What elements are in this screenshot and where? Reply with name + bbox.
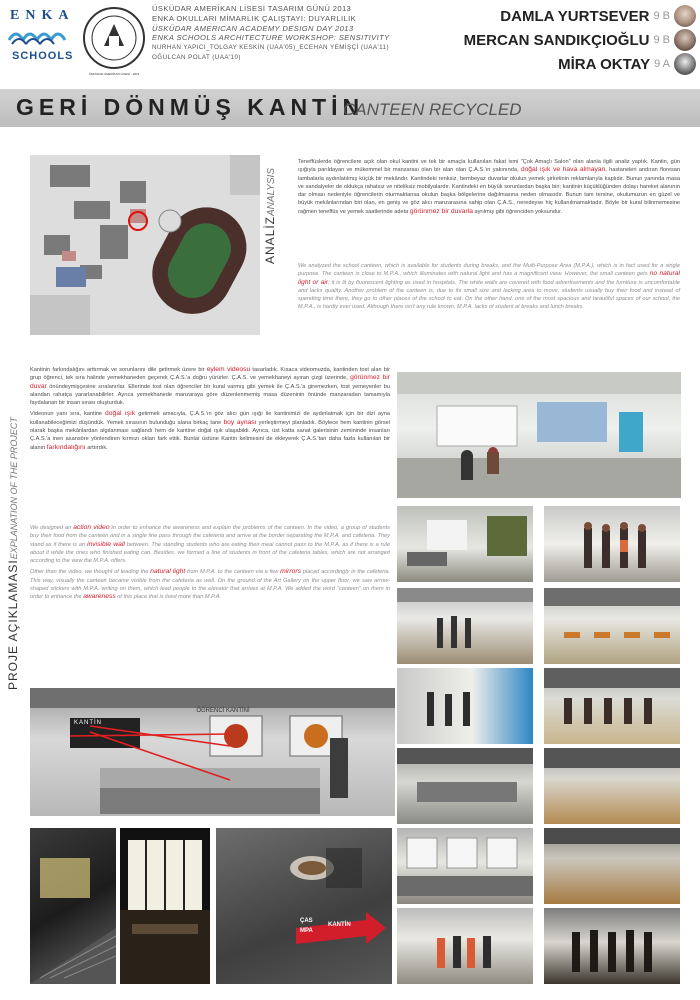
student-avatar: [674, 29, 696, 51]
hall-photo: [120, 828, 210, 984]
highlight: farkındalığını: [46, 443, 86, 451]
serving-line-photo: [397, 828, 533, 904]
dining-area-photo: [544, 588, 680, 664]
header-line-1: ÜSKÜDAR AMERİKAN LİSESİ TASARIM GÜNÜ 2013: [152, 4, 352, 13]
header-line-4: ENKA SCHOOLS ARCHITECTURE WORKSHOP: SENSITIVITY: [152, 33, 390, 43]
header-line-5: NURHAN YAPICI_TOLGAY KESKİN (UAA'05)_ECEHAN YEMİŞÇİ (UAA'11): [152, 44, 389, 52]
canteen-interior-photo: [397, 372, 681, 498]
counter-graphic: [397, 748, 533, 824]
canteen-sign: KANTİN: [74, 720, 103, 726]
empty-mpa-graphic: [544, 748, 680, 824]
enka-brand: ENKA: [10, 8, 75, 23]
header-info: [152, 4, 452, 63]
highlight: görünmez bir duvarla: [409, 207, 473, 215]
wood-floor-graphic: [544, 828, 680, 904]
site-map: [30, 155, 260, 335]
header: [0, 0, 700, 80]
site-plan-graphic: [30, 155, 260, 335]
dining-graphic: [544, 588, 680, 664]
wave-icon: [6, 26, 72, 46]
student-name: MERCAN SANDIKÇIOĞLU: [463, 31, 650, 49]
highlight: natural light: [150, 568, 186, 576]
highlight: awareness: [83, 593, 116, 601]
mpa-line-graphic: [397, 588, 533, 664]
student-grade: 9 B: [653, 34, 670, 46]
floor-sticker-photo: [216, 828, 392, 984]
project-paragraph: We designed an action video in order to enhance the awareness and explain the problems of the canteen. In the video, a group of students buy their food from the canteen and in a single line pass through the cafeteria and arrive at the border separating the M.P.A. and cafeteria. They stand as if there is an invisible wall between. The standing students who are eating their meal cannot pass to the M.P.A. as if there is a rule about it while the ones who finished eating can. Besides, we formed a line of students in front of the cafeteria tables, which are not arranged according to the view the M.P.A. offers.: [30, 524, 390, 565]
menu-board: ÖĞRENCİ KANTİNİ: [196, 708, 250, 714]
walking-graphic: [397, 668, 533, 744]
sticker-canteen: KANTİN: [328, 922, 351, 928]
students-line-photo: [544, 506, 680, 582]
project-label-tr: PROJE AÇIKLAMASI: [6, 559, 20, 690]
page-title: GERİ DÖNMÜŞ KANTİN: [16, 94, 365, 120]
highlight: mirrors: [280, 568, 301, 576]
title-bar: [0, 89, 700, 127]
project-paragraph: Other than the video, we thought of leading the natural light from M.P.A. to the canteen via a few mirrors placed accordingly in the cafeteria. This way, visually the canteen became visible from the cafeteria as well. On the ground of the Art Gallery on the upper floor, we saw arrow-shaped stickers with M.P.A. writing on them, which lead people to the elevator that arrives at M.P.A. We added the word "canteen" on them in order to enhance the awareness of this place that is lived more than M.P.A.: [30, 568, 390, 601]
mpa-line-photo: [397, 588, 533, 664]
cafeteria-graphic: [397, 506, 533, 582]
project-paragraph: Kantinin farkındalığını arttırmak ve sorunlarını dile getirmek üzere bir eylem videosu tasarladık. Kısaca videomuzda, kantinden tost alan bir grup öğrenci, tek sıra halinde yemekhaneden geçerek Ç.A.S.'a doğru yürürler. Ç.A.S. ve yemekhaneyi ayıran çizgi üzerinde, görünmez bir duvar önündeymişçesine sıralanırlar. Ellerinde tost olan öğrenciler bir kural varmış gibi yemek ile Ç.A.S.'a giremezken, tost yemeyenler bu alandan rahatça yararlanabilirler. Ayrıca yemekhanede manzaraya göre düzenlenmemiş masa düzeninin önünde manzaradan tamamıyla faydalanan bir insan sırası oluşturduk.: [30, 366, 390, 407]
analysis-label-en: ANALYSIS: [266, 167, 277, 216]
seal-emblem-icon: [82, 6, 146, 70]
food-line-photo: [397, 908, 533, 984]
seal-text: ÜSKÜDAR AMERİKAN LİSESİ · 1876: [88, 72, 140, 76]
highlight: eylem videosu: [206, 366, 251, 373]
highlight: doğal ışık: [105, 410, 136, 418]
wood-floor-photo: [544, 828, 680, 904]
serving-graphic: [397, 828, 533, 904]
empty-mpa-photo: [544, 748, 680, 824]
interior-graphic: [397, 372, 681, 498]
food-line-graphic: [397, 908, 533, 984]
student-grade: 9 B: [653, 10, 670, 22]
uaa-seal: [82, 6, 146, 76]
analysis-text-tr: Teneffüslerde öğrencilere açık olan okul kantini ve tek bir amaçla kullanılan fakat ismi "Çok Amaçlı Salon" olan alanla ilgili analiz yaptık. Kantin, gün ışığıyla parıldayan ve mükemmel bir manzarası olan bir alan olan Ç.A.S.'ın yakınında, doğal ışık ve hava almayan, hastaneleri andıran floresan lambalarla aydınlatılmış küçük bir mekândır. Kantindeki renksiz, bembeyaz duvarlar okulun yemek şirketinin reklamlarıyla kaplıdır. Bunun yanında masa ve sandalyeler de oldukça rahatsız ve niteliksiz mobilyalardır. Kantindeki en büyük sorunlardan başka biri; kantinin küçüklüğünden dolayı hareket alanının dar olması nedeniyle öğrencilerin oturmaktansa okulun başka bölgelerine dağılmasına neden olmasıdır. Bunun tam tersine, okulumuzun en güzel ve büyük mekânlarından biri olan, en geniş ve göz alıcı manzarasına sahip olan Ç.A.S., neredeyse hiç kullanılmamaktadır. Böyle bir kural bilinmemesine rağmen teneffüs ve yemek saatlerinde adeta görünmez bir duvarla ayrılmış gibi öğrenciden yoksundur.: [298, 159, 681, 215]
project-paragraph: Videonun yanı sıra, kantine doğal ışık getirmek amacıyla, Ç.A.S.'ın göz alıcı gün ışığı ile kantinimizi de aydınlatmak için bir dizi ayna kullanabileceğimizi düşündük. Yemek sırasının bulunduğu alana birkaç tane boy aynası yerleştirmeyi planladık. Böylece hem kantinin görsel olarak başka mekânlardan algılanması sağlandı hem de kantine doğal ışık ulaşabildi. Ayrıca, üst katta sanat galerisinin zemininde insanları Ç.A.S.'a inen asansöre yönlendiren kırmızı okları fark ettik. Bunlar üstüne Kantin kelimesini de ekleyerek Ç.A.S.'tan daha fazla kullanılan bir alanın farkındalığını arttırdık.: [30, 410, 391, 451]
student-list: [446, 4, 696, 76]
analysis-label: [261, 144, 279, 264]
page-subtitle: CANTEEN RECYCLED: [343, 100, 522, 119]
student-row: [446, 52, 696, 76]
highlight: action video: [73, 524, 110, 531]
highlight: no natural light or air: [298, 270, 680, 286]
student-row: [446, 28, 696, 52]
sticker-graphic: [216, 828, 392, 984]
header-line-6: OĞULCAN POLAT (UAA'10): [152, 53, 241, 61]
walking-students-photo: [397, 668, 533, 744]
highlight: doğal ışık ve hava almayan: [520, 166, 606, 174]
students-graphic: [544, 506, 680, 582]
canteen-photo-main: [30, 688, 395, 816]
highlight: invisible wall: [87, 540, 125, 548]
hall-graphic: [120, 828, 210, 984]
enka-brand-sub: SCHOOLS: [12, 50, 74, 62]
student-avatar: [674, 53, 696, 75]
student-row: [446, 4, 696, 28]
analysis-label-tr: ANALİZ: [263, 215, 277, 264]
project-text-en: [30, 524, 390, 602]
sticker-cas: ÇAS: [300, 918, 313, 924]
highlight: görünmez bir duvar: [30, 374, 390, 390]
crowd-graphic: [544, 668, 680, 744]
header-line-3: ÜSKÜDAR AMERICAN ACADEMY DESIGN DAY 2013: [152, 23, 354, 33]
canteen-counter-photo: [397, 748, 533, 824]
cafeteria-photo: [397, 506, 533, 582]
student-grade: 9 A: [654, 58, 670, 70]
silhouette-graphic: [544, 908, 680, 984]
student-avatar: [674, 5, 696, 27]
header-line-2: ENKA OKULLARI MİMARLIK ÇALIŞTAYI: DUYARLILIK: [152, 13, 357, 23]
project-label: [4, 360, 22, 690]
stairs-graphic: [30, 828, 116, 984]
stairs-photo: [30, 828, 116, 984]
project-text-tr: [30, 366, 390, 452]
sticker-mpa: MPA: [300, 928, 313, 934]
silhouette-line-photo: [544, 908, 680, 984]
enka-logo: [6, 6, 76, 66]
project-label-en: EXPLANATION OF THE PROJECT: [9, 417, 19, 560]
student-name: MİRA OKTAY: [558, 55, 651, 73]
hall-crowd-photo: [544, 668, 680, 744]
student-name: DAMLA YURTSEVER: [500, 7, 650, 25]
analysis-text-en: We analyzed the school canteen, which is available for students during breaks, and the Multi-Purpose Area (M.P.A.), which is in fact used for a single purpose. The canteen is close to M.P.A., which illuminates with natural light and has a magnificent view. However, the small canteen gets no natural light or air; it is lit by fluorescent lighting as used in hospitals. The white walls are covered with food advertisements and the furniture is uncomfortable and lacks quality. Another problem of the canteen is, due to its small size and lacking area to move, students usually buy their food and instead of spending time there, they go to other places of the school to eat. On the other hand, one of the most spacious and beautiful spaces of our school, the M.P.A., is hardly ever used. Although there isn't any rule known, M.P.A. lacks of student at breaks and lunch breaks.: [298, 263, 680, 311]
highlight: boy aynası: [223, 418, 257, 426]
